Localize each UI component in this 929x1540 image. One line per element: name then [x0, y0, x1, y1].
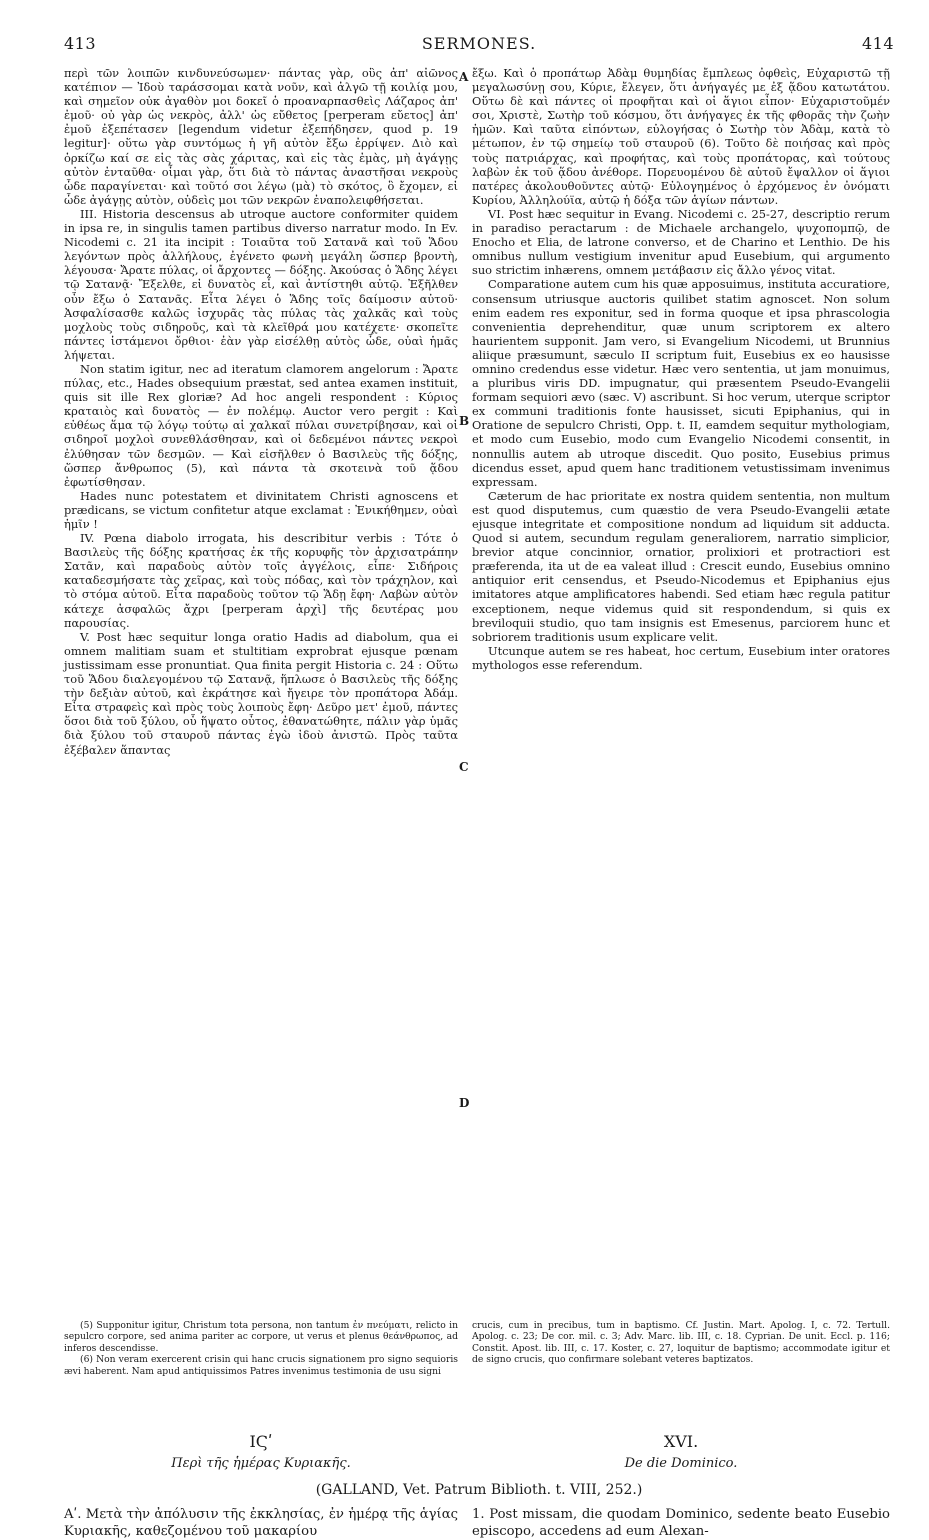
paragraph: Cæterum de hac prioritate ex nostra quidem sententia, non multum est quod disputemus, cum quæstio de vera Pseudo-Evangelii ætate ejusque integritate et compositione nondum ad liquidum sit adducta. Quod si autem, secundum regulam generaliorem, narratio simplicior, brevior atque concinnior, ornatior, prolixiori et protractiori est præferenda, ita ut de ea valeat illud : Crescit eundo, Eusebius omnino antiquior erit censendus, et Pseudo-Nicodemus et Epiphanius ejus imitatores atque amplificatores habendi. Sed etiam hæc regula patitur exceptionem, neque videmus quid sit respondendum, si quis ex breviloquii studio, quo tam insignis est Emesenus, parciorem hunc et sobriorem traditionis usum explicare velit. [472, 488, 890, 644]
footnotes-left [64, 1320, 458, 1377]
running-title: SERMONES. [421, 34, 537, 53]
margin-letter: C [459, 760, 469, 774]
paragraph: Non statim igitur, nec ad iteratum clamorem angelorum : Ἄρατε πύλας, etc., Hades obsequium præstat, sed antea examen instituit, quis sit ille Rex gloriæ? Ad hoc angeli respondent : Κύριος κραταιὸς καὶ δυνατὸς — ἐν πολέμῳ. Auctor vero pergit : Καὶ εὐθέως ἅμα τῷ λόγῳ τούτῳ αἱ χαλκαῖ πύλαι συνετρίβησαν, καὶ οἱ σιδηροῖ μοχλοὶ συνεθλάσθησαν, καὶ οἱ δεδεμένοι πάντες νεκροὶ ἐλύθησαν τῶν δεσμῶν. — Καὶ εἰσῆλθεν ὁ Βασιλεὺς τῆς δόξης, ὥσπερ ἄνθρωπος (5), καὶ πάντα τὰ σκοτεινὰ τοῦ ᾅδου ἐφωτίσθησαν. [64, 361, 458, 489]
paragraph: 1. Post missam, die quodam Dominico, sedente beato Eusebio episcopo, accedens ad eum Alexan- [472, 1507, 890, 1539]
paragraph: IV. Pœna diabolo irrogata, his describitur verbis : Τότε ὁ Βασιλεὺς τῆς δόξης κρατήσας ἐκ τῆς κορυφῆς τὸν ἀρχισατράπην Σατᾶν, καὶ παραδοὺς αὐτὸν τοῖς ἀγγέλοις, εἶπε· Σιδήροις καταδεσμήσατε τὰς χεῖρας, καὶ τοὺς πόδας, καὶ τὸν τράχηλον, καὶ τὸ στόμα αὐτοῦ. Εἶτα παραδοὺς τοῦτον τῷ Ἅδῃ ἔφη· Λαβὼν αὐτὸν κάτεχε ἀσφαλῶς ἄχρι [perperam ἀρχὶ] τῆς δευτέρας μου παρουσίας. [64, 531, 458, 630]
source-citation: (GALLAND, Vet. Patrum Biblioth. t. VIII, 252.) [315, 1482, 643, 1498]
paragraph: ἔξω. Καὶ ὁ προπάτωρ Ἀδὰμ θυμηδίας ἔμπλεως ὀφθεὶς, Εὐχαριστῶ τῇ μεγαλωσύνῃ σου, Κύριε, ἔλεγεν, ὅτι ἀνήγαγές με ἐξ ᾅδου κατωτάτου. Οὕτω δὲ καὶ πάντες οἱ προφῆται καὶ οἱ ἅγιοι εἶπον· Εὐχαριστοῦμέν σοι, Χριστὲ, Σωτὴρ τοῦ κόσμου, ὅτι ἀνήγαγες ἐκ τῆς φθορᾶς τὴν ζωὴν ἡμῶν. Καὶ ταῦτα εἰπόντων, εὐλογήσας ὁ Σωτὴρ τὸν Ἀδὰμ, κατὰ τὸ μέτωπον, ἐν τῷ σημείῳ τοῦ σταυροῦ (6). Τοῦτο δὲ ποιήσας καὶ πρὸς τοὺς πατριάρχας, καὶ προφήτας, καὶ τοὺς προπάτορας, καὶ τούτους λαβὼν ἐκ τοῦ ᾅδου ἀνέθορε. Πορευομένου δὲ αὐτοῦ ἔψαλλον οἱ ἅγιοι πατέρες ἀκολουθοῦντες αὐτῷ· Εὐλογημένος ὁ ἐρχόμενος ἐν ὀνόματι Κυρίου, Ἀλληλούϊα, αὐτῷ ἡ δόξα τῶν ἁγίων πάντων. [472, 66, 890, 207]
left-column [64, 66, 458, 757]
paragraph: VI. Post hæc sequitur in Evang. Nicodemi c. 25-27, descriptio rerum in paradiso peractarum : de Michaele archangelo, ψυχοπομπῷ, de Enocho et Elia, de latrone converso, et de Charino et Lenthio. De his omnibus nullum vestigium invenitur apud Eusebium, qui argumento suo strictim inhærens, omnem μετάβασιν εἰς ἄλλο γένος vitat. [472, 206, 890, 278]
margin-letter: A [459, 70, 469, 84]
section-text-latin [472, 1506, 890, 1540]
section-number-greek: ΙϚʹ [249, 1432, 273, 1451]
paragraph: περὶ τῶν λοιπῶν κινδυνεύσωμεν· πάντας γὰρ, οὓς ἀπ' αἰῶνος κατέπιον — Ἰδοὺ ταράσσομαι κατὰ νοῦν, καὶ ἀλγῶ τῇ κοιλίᾳ μου, καὶ σημεῖον οὐκ ἀγαθὸν μοι δοκεῖ ὁ προαναρπασθεὶς Λάζαρος ἀπ' ἐμοῦ· οὐ γὰρ ὡς νεκρὸς, ἀλλ' ὡς εὔθετος [perperam εὔετος] ἀπ' ἐμοῦ ἐξεπέτασεν [legendum videtur ἐξεπήδησεν, quod p. 19 legitur]· οὕτω γὰρ συντόμως ἡ γῆ αὐτὸν ἔξω ἐρρίψεν. Διὸ καὶ ὁρκίζω καί σε εἰς τὰς σὰς χάριτας, καὶ εἰς τὰς ἐμὰς, μὴ ἀγάγῃς αὐτὸν ἐνταῦθα· οἶμαι γὰρ, ὅτι διὰ τὸ πάντας ἀναστῆσαι νεκροὺς ὧδε παραγίνεται· καὶ τοῦτό σοι λέγω (μὰ) τὸ σκότος, ὃ ἔχομεν, εἰ ὧδε ἀγάγῃς αὐτὸν, οὐδεὶς μοι τῶν νεκρῶν ἐναπολειφθήσεται. [64, 66, 458, 207]
right-column [472, 66, 890, 672]
footnote: (6) Non veram exercerent crisin qui hanc crucis signationem pro signo sequioris ævi haberent. Nam apud antiquissimos Patres invenimus testimonia de usu signi [64, 1354, 458, 1377]
footnotes-right [472, 1320, 890, 1366]
section-title-greek: Περὶ τῆς ἡμέρας Κυριακῆς. [171, 1456, 351, 1471]
section-text-greek [64, 1506, 458, 1540]
paragraph: Hades nunc potestatem et divinitatem Christi agnoscens et prædicans, se victum confitetur atque exclamat : Ἐνικήθημεν, οὐαὶ ἡμῖν ! [64, 488, 458, 531]
margin-letter: D [459, 1096, 470, 1110]
paragraph: V. Post hæc sequitur longa oratio Hadis ad diabolum, qua ei omnem malitiam suam et stultitiam exprobrat ejusque pœnam justissimam esse pronuntiat. Qua finita pergit Historia c. 24 : Οὕτω τοῦ Ἅδου διαλεγομένου τῷ Σατανᾷ, ἥπλωσε ὁ Βασιλεὺς τῆς δόξης τὴν δεξιὰν αὐτοῦ, καὶ ἐκράτησε καὶ ἤγειρε τὸν προπάτορα Ἀδάμ. Εἶτα στραφεὶς καὶ πρὸς τοὺς λοιποὺς ἔφη· Δεῦρο μετ' ἐμοῦ, πάντες ὅσοι διὰ τοῦ ξύλου, οὗ ἥψατο οὗτος, ἐθανατώθητε, πάλιν γὰρ ὑμᾶς διὰ ξύλου τοῦ σταυροῦ πάντας ἐγὼ ἰδοὺ ἀνιστῶ. Πρὸς ταῦτα ἐξέβαλεν ἅπαντας [64, 629, 458, 757]
section-number-latin: XVI. [663, 1432, 699, 1451]
section-title-latin: De die Dominico. [624, 1456, 738, 1471]
footnote: (5) Supponitur igitur, Christum tota persona, non tantum ἐν πνεύματι, relicto in sepulcro corpore, sed anima pariter ac corpore, ut verus et plenus θεάνθρωπος, ad inferos descendisse. [64, 1320, 458, 1354]
paragraph: Comparatione autem cum his quæ apposuimus, instituta accuratiore, consensum utriusque auctoris quilibet statim agnoscet. Non solum enim eadem res exponitur, sed in forma quoque et ipsa phrascologia convenientia deprehenditur, quæ unum scriptorem ex altero haurientem supponit. Jam vero, si Evangelium Nicodemi, ut Brunnius aliique præsumunt, sæculo II scriptum fuit, Eusebius ex eo hausisse omnino credendus esse videtur. Hæc vero sententia, ut jam monuimus, a pluribus viris DD. impugnatur, qui præsentem Pseudo-Evangelii formam sequiori ævo (sæc. V) ascribunt. Si hoc verum, uterque scriptor ex communi traditionis fonte hausisset, sicuti Epiphanius, qui in Oratione de sepulcro Christi, Opp. t. II, eamdem sequitur mythologiam, et modo cum Eusebio, modo cum Evangelio Nicodemi consentit, in nonnullis autem ab utroque discedit. Quo posito, Eusebius primus dicendus esset, apud quem hanc traditionem vetustissimam invenimus expressam. [472, 277, 890, 489]
margin-letter: B [459, 414, 470, 428]
page-number-right: 414 [861, 34, 894, 53]
running-header [64, 34, 894, 56]
footnote: crucis, cum in precibus, tum in baptismo. Cf. Justin. Mart. Apolog. I, c. 72. Tertull. Apolog. c. 23; De cor. mil. c. 3; Adv. Marc. lib. III, c. 18. Cyprian. De unit. Eccl. p. 116; Constit. Apost. lib. III, c. 17. Koster, c. 27, loquitur de baptismo; accommodate igitur et de signo crucis, quo confirmare solebant veteres baptizatos. [472, 1320, 890, 1366]
paragraph: Utcunque autem se res habeat, hoc certum, Eusebium inter oratores mythologos esse referendum. [472, 643, 890, 672]
page-number-left: 413 [64, 34, 97, 53]
paragraph: Αʹ. Μετὰ τὴν ἀπόλυσιν τῆς ἐκκλησίας, ἐν ἡμέρᾳ τῆς ἁγίας Κυριακῆς, καθεζομένου τοῦ μακαρίου [64, 1507, 458, 1539]
paragraph: III. Historia descensus ab utroque auctore conformiter quidem in ipsa re, in singulis tamen partibus diverso narratur modo. In Ev. Nicodemi c. 21 ita incipit : Τοιαῦτα τοῦ Σατανᾶ καὶ τοῦ Ἅδου λεγόντων πρὸς ἀλλήλους, ἐγένετο φωνὴ μεγάλη ὥσπερ βροντὴ, λέγουσα· Ἄρατε πύλας, οἱ ἄρχοντες — δόξης. Ἀκούσας ὁ Ἅδης λέγει τῷ Σατανᾷ· Ἔξελθε, εἰ δυνατὸς εἶ, καὶ ἀντίστηθι αὐτῷ. Ἐξῆλθεν οὖν ἔξω ὁ Σατανᾶς. Εἶτα λέγει ὁ Ἅδης τοῖς δαίμοσιν αὐτοῦ· Ἀσφαλίσασθε καλῶς ἰσχυρᾶς τὰς πύλας τὰς χαλκᾶς καὶ τοὺς μοχλοὺς τοὺς σιδηροῦς, καὶ τὰ κλεῖθρά μου κατέχετε· σκοπεῖτε πάντες ἱστάμενοι ὄρθιοι· ἐὰν γὰρ εἰσέλθῃ αὐτὸς ὧδε, οὐαὶ ἡμᾶς λήψεται. [64, 206, 458, 362]
